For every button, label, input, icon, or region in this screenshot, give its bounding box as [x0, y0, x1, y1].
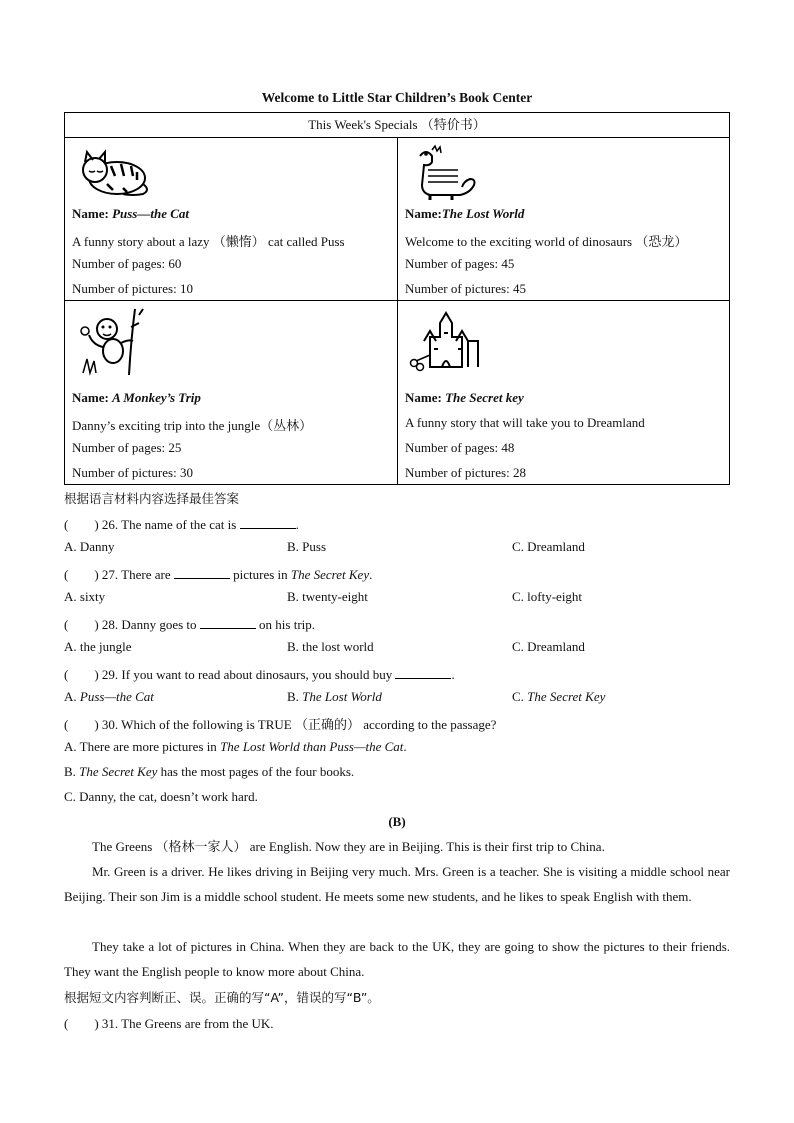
- q28-option-b: B. the lost world: [287, 639, 374, 654]
- monkey-icon: [73, 307, 153, 377]
- q27-option-a: A. sixty: [64, 589, 106, 604]
- picture-count: Number of pictures: 10: [72, 281, 193, 296]
- book-description: A funny story that will take you to Dreamland: [405, 415, 645, 430]
- q29-option-a: A. Puss—the Cat: [64, 689, 154, 704]
- castle-icon: [406, 307, 486, 377]
- page-count: Number of pages: 60: [72, 256, 182, 271]
- q28-option-a: A. the jungle: [64, 639, 132, 654]
- question-26: ( ) 26. The name of the cat is .: [64, 517, 299, 532]
- passage-paragraph-2: Mr. Green is a driver. He likes driving in Beijing very much. Mrs. Green is a teacher. She is visiting a middle school near Beijing. Their son Jim is a middle school student. He meets some new students, and he likes to speak English with them.: [64, 864, 730, 904]
- q28-option-c: C. Dreamland: [512, 639, 585, 654]
- q29-option-b: B. The Lost World: [287, 689, 382, 704]
- q29-option-c: C. The Secret Key: [512, 689, 606, 704]
- page-title: Welcome to Little Star Children’s Book Center: [261, 90, 533, 105]
- q26-option-b: B. Puss: [287, 539, 327, 554]
- book-description: Danny’s exciting trip into the jungle（丛林）: [72, 418, 313, 433]
- page-count: Number of pages: 48: [405, 440, 515, 455]
- question-28: ( ) 28. Danny goes to on his trip.: [64, 617, 316, 632]
- book-description: A funny story about a lazy （懒惰） cat called Puss: [72, 234, 345, 249]
- q26-option-c: C. Dreamland: [512, 539, 585, 554]
- picture-count: Number of pictures: 30: [72, 465, 193, 480]
- section-b-heading: (B): [388, 814, 406, 829]
- book-cell-lost-world: [398, 138, 730, 301]
- question-27: ( ) 27. There are pictures in The Secret Key.: [64, 567, 373, 582]
- cat-icon: [73, 144, 153, 204]
- q27-option-c: C. lofty-eight: [512, 589, 583, 604]
- book-title: The Lost World: [441, 206, 525, 221]
- instruction-b: 根据短文内容判断正、误。正确的写“A”，错误的写“B”。: [64, 990, 380, 1005]
- specials-table: [64, 112, 730, 485]
- question-30: ( ) 30. Which of the following is TRUE （正确的） according to the passage?: [64, 717, 497, 732]
- picture-count: Number of pictures: 28: [405, 465, 526, 480]
- book-name-line: Name: Puss—the Cat: [72, 206, 190, 221]
- q30-option-c: C. Danny, the cat, doesn’t work hard.: [64, 789, 258, 804]
- q26-option-a: A. Danny: [64, 539, 115, 554]
- dinosaur-icon: [406, 144, 486, 204]
- q27-option-b: B. twenty-eight: [287, 589, 368, 604]
- book-title: Puss—the Cat: [112, 206, 190, 221]
- passage-paragraph-1: The Greens （格林一家人） are English. Now they are in Beijing. This is their first trip to China.: [92, 839, 605, 854]
- book-name-line: Name:The Lost World: [405, 206, 525, 221]
- book-cell-monkey: [65, 301, 398, 485]
- book-name-line: Name: The Secret key: [405, 390, 524, 405]
- page-count: Number of pages: 45: [405, 256, 515, 271]
- book-name-line: Name: A Monkey’s Trip: [72, 390, 201, 405]
- book-title: A Monkey’s Trip: [112, 390, 201, 405]
- page-count: Number of pages: 25: [72, 440, 182, 455]
- question-31: ( ) 31. The Greens are from the UK.: [64, 1016, 274, 1031]
- book-title: The Secret key: [445, 390, 524, 405]
- book-description: Welcome to the exciting world of dinosaurs （恐龙）: [405, 234, 688, 249]
- q30-option-b: B. The Secret Key has the most pages of the four books.: [64, 764, 355, 779]
- question-29: ( ) 29. If you want to read about dinosaurs, you should buy .: [64, 667, 455, 682]
- picture-count: Number of pictures: 45: [405, 281, 526, 296]
- book-cell-secret-key: [398, 301, 730, 485]
- passage-paragraph-3: They take a lot of pictures in China. When they are back to the UK, they are going to show the pictures to their friends. They want the English people to know more about China.: [64, 939, 730, 979]
- book-cell-puss: [65, 138, 398, 301]
- instruction-a: 根据语言材料内容选择最佳答案: [64, 491, 240, 506]
- q30-option-a: A. There are more pictures in The Lost World than Puss—the Cat.: [64, 739, 407, 754]
- table-header: This Week's Specials （特价书）: [65, 113, 730, 138]
